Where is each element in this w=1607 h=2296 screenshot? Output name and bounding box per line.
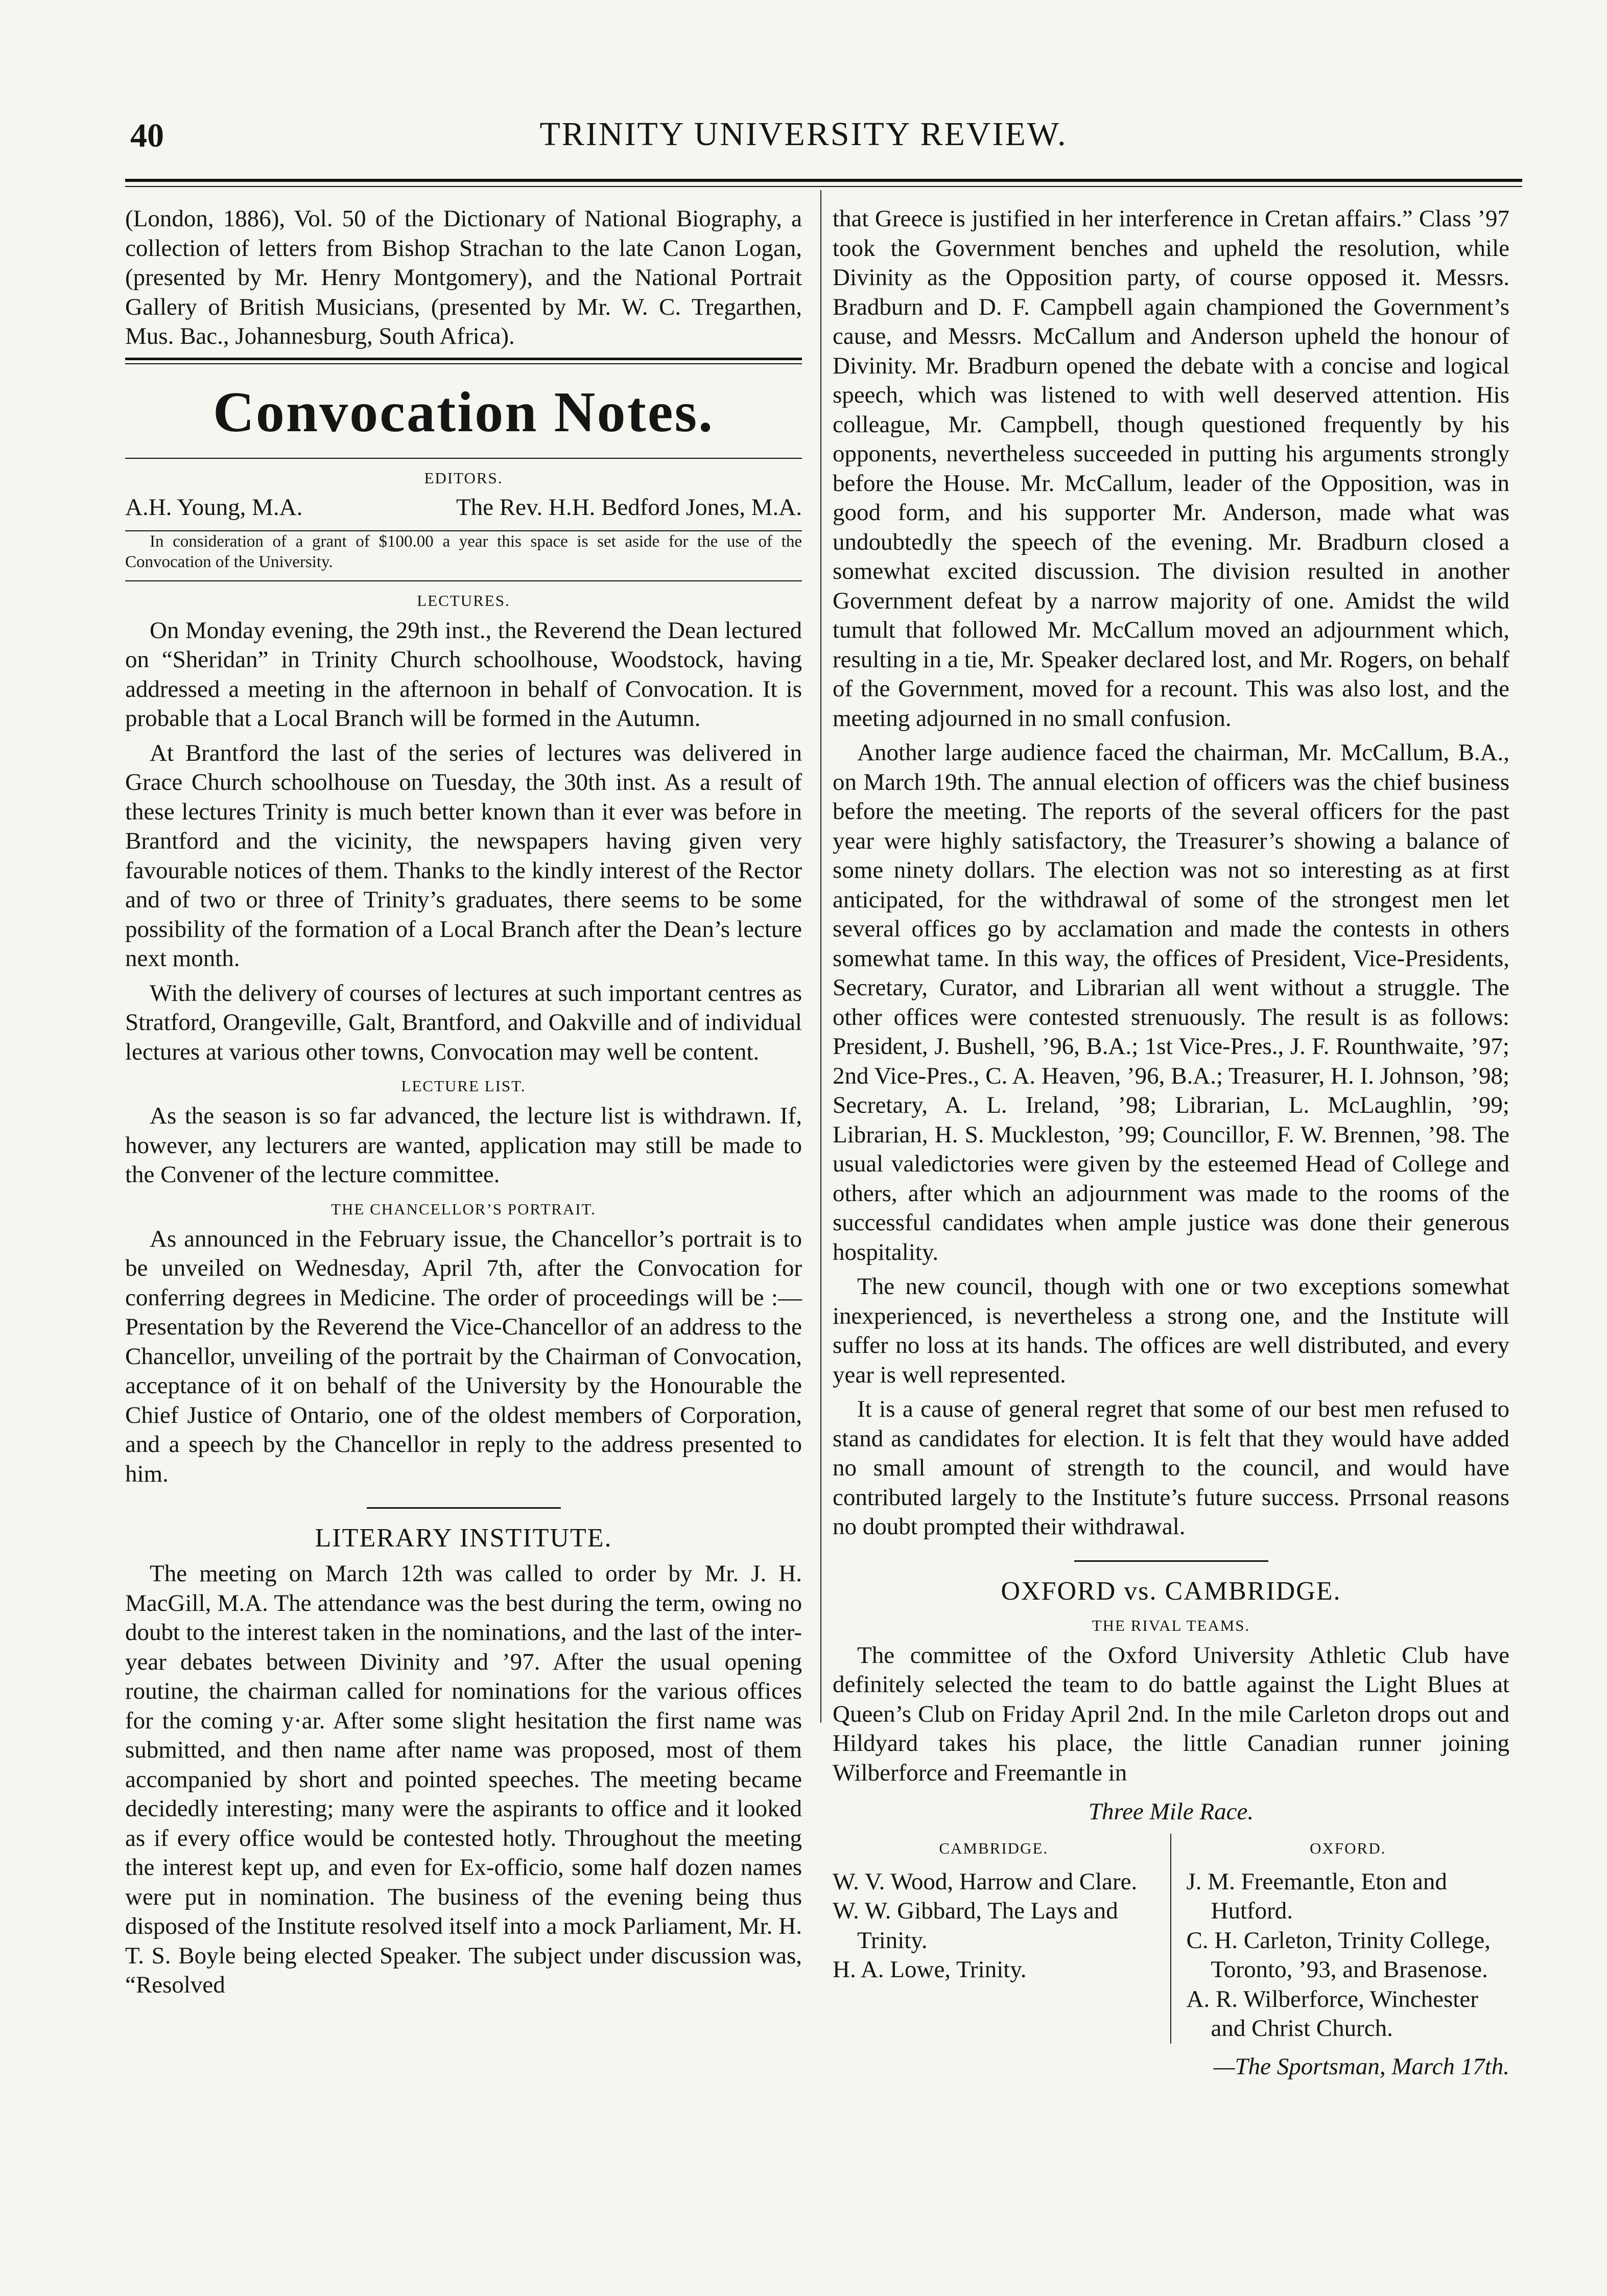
lecture-list-paragraph: As the season is so far advanced, the lecture list is withdrawn. If, however, any lecturers are wanted, application may still be made to the Convener of the lecture committee.	[125, 1103, 802, 1188]
continued-paragraph: that Greece is justified in her interference in Cretan affairs.” Class ’97 took the Government benches and upheld the resolution, while Divinity as the Opposition party, of course opposed it. Messrs. Bradburn and D. F. Campbell again championed the Government’s cause, and Messrs. McCallum and Anderson upheld the honour of Divinity. Mr. Bradburn opened the debate with a concise and logical speech, which was listened to with well deserved attention. His colleague, Mr. Campbell, though questioned frequently by his opponents, nevertheless succeeded in putting his arguments strongly before the House. Mr. McCallum, leader of the Opposition, was in good form, and his supporter Mr. Anderson, made what was undoubtedly the speech of the evening. Mr. Bradburn closed a somewhat excited discussion. The division resulted in another Government defeat by a narrow majority of one. Amidst the wild tumult that followed Mr. McCallum moved an adjournment which, resulting in a tie, Mr. Speaker declared lost, and Mr. Rogers, on behalf of the Government, moved for a recount. This was also lost, and the meeting adjourned in no small confusion.	[833, 205, 1509, 732]
opening-paragraph: (London, 1886), Vol. 50 of the Dictionary of National Biography, a collection of letters from Bishop Strachan to the late Canon Logan, (presented by Mr. Henry Montgomery), and the National Portrait Gallery of British Musicians, (presented by Mr. W. C. Tregarthen, Mus. Bac., Johannesburg, South Africa).	[125, 205, 802, 349]
race-title: Three Mile Race.	[1088, 1798, 1254, 1825]
literary-heading: LITERARY INSTITUTE.	[315, 1524, 612, 1553]
source-signoff: —The Sportsman, March 17th.	[1213, 2053, 1509, 2080]
lectures-paragraph-2: At Brantford the last of the series of lectures was delivered in Grace Church schoolhouse on Tuesday, the 30th inst. As a result of these lectures Trinity is much better known than it ever was before in Brantford and the vicinity, the newspapers having given very favourable notices of them. Thanks to the kindly interest of the Rector and of two or three of Trinity’s graduates, there seems to be some possibility of the formation of a Local Branch after the Dean’s lecture next month.	[125, 739, 802, 972]
oxford-cambridge-heading: OXFORD vs. CAMBRIDGE.	[1001, 1576, 1341, 1606]
lecture-list-heading: LECTURE LIST.	[401, 1077, 526, 1095]
teams-table	[833, 1834, 1509, 2044]
editors-heading: EDITORS.	[424, 468, 503, 487]
lectures-paragraph-1: On Monday evening, the 29th inst., the Reverend the Dean lectured on “Sheridan” in Trinity Church schoolhouse, Woodstock, having addressed a meeting in the afternoon in behalf of Convocation. It is probable that a Local Branch will be formed in the Autumn.	[125, 617, 802, 732]
header-rule-thin	[125, 186, 1522, 187]
portrait-heading: THE CHANCELLOR’S PORTRAIT.	[331, 1200, 596, 1218]
left-column	[125, 204, 802, 2005]
oxford-label: OXFORD.	[1310, 1839, 1386, 1857]
title-rule	[125, 458, 802, 459]
regret-paragraph: It is a cause of general regret that some of our best men refused to stand as candidates for election. It is felt that they would have added no small amount of strength to the council, and would have contributed largely to the Institute’s future success. Prrsonal reasons no doubt prompted their withdrawal.	[833, 1396, 1509, 1540]
audience-paragraph: Another large audience faced the chairman, Mr. McCallum, B.A., on March 19th. The annual election of officers was the chief business before the meeting. The reports of the several officers for the past year were highly satisfactory, the Treasurer’s showing a balance of some ninety dollars. The election was not so interesting as at first anticipated, for the withdrawal of some of the strongest men let several offices go by acclamation and made the contests in others somewhat tame. In this way, the offices of President, Vice-Presidents, Secretary, Curator, and Librarian all went without a struggle. The other offices were contested strenuously. The result is as follows: President, J. Bushell, ’96, B.A.; 1st Vice-Pres., J. F. Rounthwaite, ’97; 2nd Vice-Pres., C. A. Heaven, ’96, B.A.; Treasurer, H. I. Johnson, ’98; Secretary, A. L. Ireland, ’98; Librarian, L. McLaughlin, ’99; Librarian, H. S. Muckleston, ’99; Councillor, F. W. Brennen, ’98. The usual valedictories were given by the esteemed Head of College and others, after which an adjournment was made to the rooms of the successful candidates when ample justice was done their generous hospitality.	[833, 739, 1509, 1266]
header-rule-thick	[125, 179, 1522, 182]
oxford-team	[1171, 1834, 1510, 2044]
rival-paragraph: The committee of the Oxford University Athletic Club have definitely selected the team to do battle against the Light Blues at Queen’s Club on Friday April 2nd. In the mile Carleton drops out and Hildyard takes his place, the little Canadian runner joining Wilberforce and Freemantle in	[833, 1642, 1509, 1786]
section-title: Convocation Notes.	[212, 380, 715, 444]
page-number: 40	[130, 117, 164, 154]
rival-teams-heading: THE RIVAL TEAMS.	[1092, 1616, 1250, 1634]
editors-line	[125, 494, 802, 521]
oxford-runner: J. M. Freemantle, Eton and Hutford.	[1186, 1868, 1447, 1924]
literary-paragraph: The meeting on March 12th was called to order by Mr. J. H. MacGill, M.A. The attendance was the best during the term, owing no doubt to the interest taken in the nominations, and the last of the inter-year debates between Divinity and ’97. After the usual opening routine, the chairman called for nominations for the various offices for the coming y·ar. After some slight hesitation the first name was submitted, and then name after name was proposed, most of them accompanied by short and pointed speeches. The meeting became decidedly interesting; many were the aspirants to office and it looked as if every office would be contested hotly. Throughout the meeting the interest kept up, and even for Ex-officio, some half dozen names were put in nomination. The business of the evening being thus disposed of the Institute resolved itself into a mock Parliament, Mr. H. T. S. Boyle being elected Speaker. The subject under discussion was, “Resolved	[125, 1560, 802, 1998]
section-rule-thin	[125, 363, 802, 364]
lectures-paragraph-3: With the delivery of courses of lectures at such important centres as Stratford, Orangeville, Galt, Brantford, and Oakville and of individual lectures at various other towns, Convocation may well be content.	[125, 979, 802, 1065]
oxford-runner: A. R. Wilberforce, Winchester and Christ Church.	[1186, 1985, 1478, 2042]
section-rule	[125, 358, 802, 360]
cambridge-label: CAMBRIDGE.	[939, 1839, 1049, 1857]
column-divider	[820, 190, 821, 1723]
cambridge-runner: W. V. Wood, Harrow and Clare.	[833, 1868, 1138, 1895]
grant-notice: In consideration of a grant of $100.00 a year this space is set aside for the use of the Convocation of the University.	[125, 532, 802, 571]
short-divider	[367, 1507, 561, 1509]
right-column	[833, 204, 1509, 2080]
oxford-runner: C. H. Carleton, Trinity College, Toronto, ’93, and Brasenose.	[1186, 1927, 1491, 1983]
council-paragraph: The new council, though with one or two exceptions somewhat inexperienced, is nevertheless a strong one, and the Institute will suffer no loss at its hands. The offices are well distributed, and every year is well represented.	[833, 1273, 1509, 1388]
lectures-heading: LECTURES.	[417, 591, 510, 610]
cambridge-runner: H. A. Lowe, Trinity.	[833, 1956, 1027, 1983]
portrait-paragraph: As announced in the February issue, the Chancellor’s portrait is to be unveiled on Wednesday, April 7th, after the Convocation for conferring degrees in Medicine. The order of proceedings will be :—Presentation by the Reverend the Vice-Chancellor of an address to the Chancellor, unveiling of the portrait by the Chairman of Convocation, acceptance of it on behalf of the University by the Honourable the Chief Justice of Ontario, one of the oldest members of Corporation, and a speech by the Chancellor in reply to the address presented to him.	[125, 1225, 802, 1487]
notice-rule	[125, 580, 802, 581]
short-divider-right	[1074, 1560, 1268, 1562]
cambridge-team	[833, 1834, 1171, 2044]
editor-one: A.H. Young, M.A.	[125, 494, 303, 521]
editor-two: The Rev. H.H. Bedford Jones, M.A.	[456, 494, 802, 521]
cambridge-runner: W. W. Gibbard, The Lays and Trinity.	[833, 1897, 1118, 1954]
running-title: TRINITY UNIVERSITY REVIEW.	[539, 115, 1068, 153]
